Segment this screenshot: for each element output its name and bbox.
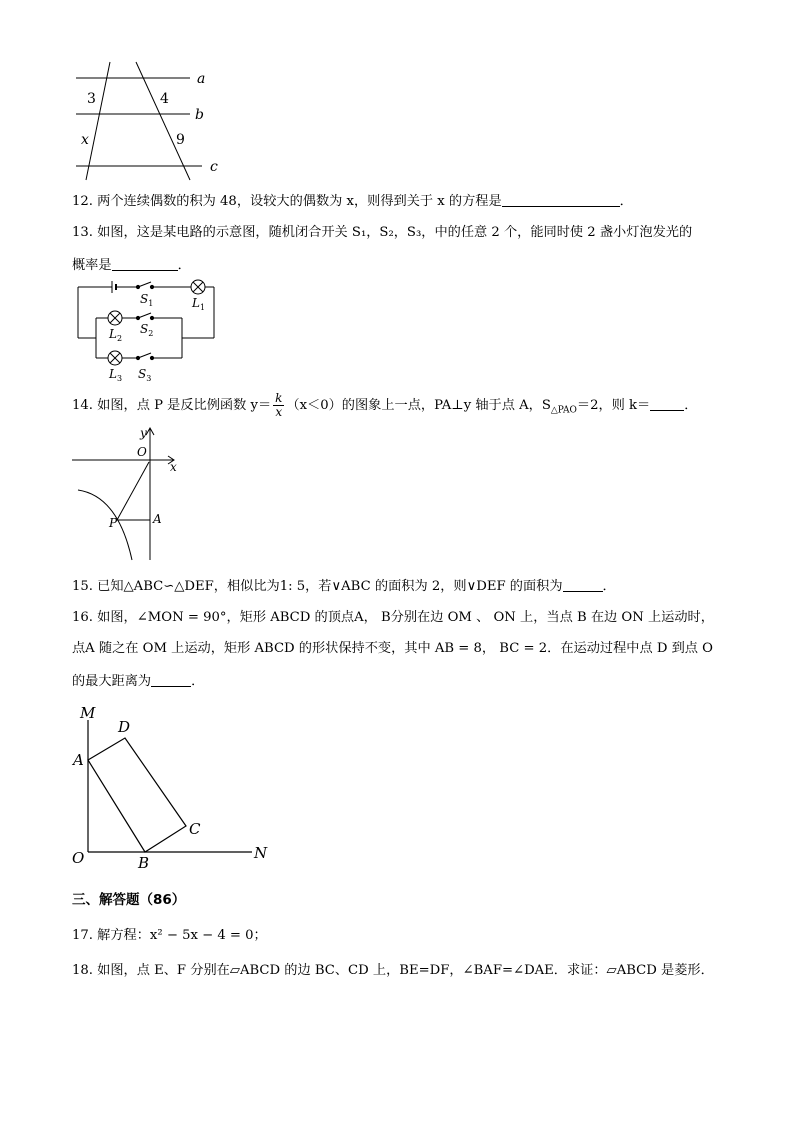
q16-answer-blank[interactable] — [151, 673, 191, 687]
question-13-line2 — [72, 257, 191, 274]
question-15 — [72, 578, 616, 595]
hyperbola-curve — [78, 490, 132, 560]
q12-end: ． — [619, 194, 633, 209]
section-3-title: 三、解答题（86） — [72, 892, 186, 908]
label-L2: $L_2$ — [109, 327, 123, 343]
question-16-line2: 点A 随之在 OM 上运动，矩形 ABCD 的形状保持不变，其中 AB = 8， BC = 2．在运动过程中点 D 到点 O — [72, 641, 713, 656]
q13-answer-blank[interactable] — [112, 257, 178, 271]
question-17: 17. 解方程：x² − 5x − 4 = 0； — [72, 928, 267, 943]
q16-end: ． — [191, 674, 205, 689]
q14-frac-den: x — [275, 405, 283, 419]
label-L3: $L_3$ — [109, 367, 123, 383]
transversal-left — [86, 62, 110, 180]
q14-suffix: （x＜0）的图象上一点，PA⊥y 轴于点 A，S — [286, 398, 551, 413]
q12-answer-blank[interactable] — [502, 193, 620, 207]
q16-line3-text: 的最大距离为 — [72, 674, 152, 689]
label-4: 4 — [160, 91, 169, 107]
label-B: B — [138, 854, 150, 872]
q14-frac-num: k — [275, 391, 283, 405]
label-O: O — [137, 445, 147, 459]
label-M: M — [80, 704, 96, 722]
hyperbola-figure — [70, 426, 190, 564]
label-9: 9 — [176, 132, 185, 148]
label-S1: $S_1$ — [140, 292, 154, 308]
label-y: y — [140, 426, 147, 440]
q13-line2-text: 概率是 — [72, 258, 112, 273]
q14-answer-blank[interactable] — [650, 397, 684, 411]
rectangle-ABCD — [88, 738, 186, 852]
label-a: a — [197, 71, 206, 87]
q14-suffix2: ＝2，则 k＝ — [576, 398, 651, 413]
q15-answer-blank[interactable] — [563, 578, 603, 592]
label-D: D — [118, 718, 131, 736]
q14-fraction — [273, 392, 284, 419]
question-12 — [72, 193, 633, 210]
label-N: N — [254, 844, 268, 862]
q14-subscript: △PAO — [550, 405, 577, 416]
q14-prefix: 14. 如图，点 P 是反比例函数 y＝ — [72, 398, 272, 413]
question-13-line1: 13. 如图，这是某电路的示意图，随机闭合开关 S₁，S₂，S₃，中的任意 2 个，能同时使 2 盏小灯泡发光的 — [72, 225, 693, 240]
q15-end: ． — [602, 579, 616, 594]
label-x: x — [81, 132, 89, 148]
q13-end: ． — [177, 258, 191, 273]
question-16-line3 — [72, 673, 204, 690]
label-A: A — [73, 751, 84, 769]
label-O: O — [72, 849, 85, 867]
question-16-line1: 16. 如图，∠MON = 90°，矩形 ABCD 的顶点A， B分别在边 OM 、 ON 上，当点 B 在边 ON 上运动时， — [72, 610, 714, 625]
rectangle-figure — [66, 700, 276, 878]
label-L1: $L_1$ — [192, 296, 206, 312]
parallel-lines-figure — [70, 58, 230, 183]
transversal-right — [136, 62, 190, 180]
question-14 — [72, 392, 697, 425]
label-C: C — [189, 820, 201, 838]
q12-text: 12. 两个连续偶数的积为 48，设较大的偶数为 x，则得到关于 x 的方程是 — [72, 194, 502, 209]
label-S3: $S_3$ — [138, 367, 152, 383]
circuit-diagram — [74, 278, 219, 386]
label-c: c — [210, 159, 218, 175]
label-P: P — [109, 516, 118, 530]
question-18: 18. 如图，点 E、F 分别在▱ABCD 的边 BC、CD 上，BE=DF，∠BAF=∠DAE．求证：▱ABCD 是菱形． — [72, 963, 714, 978]
label-3: 3 — [87, 91, 96, 107]
label-b: b — [195, 107, 204, 123]
label-x: x — [170, 460, 177, 474]
q15-text: 15. 已知△ABC∽△DEF，相似比为1: 5，若∨ABC 的面积为 2，则∨DEF 的面积为 — [72, 579, 563, 594]
segment-PO — [117, 462, 149, 520]
q14-end: ． — [684, 398, 698, 413]
label-S2: $S_2$ — [140, 322, 154, 338]
label-A: A — [153, 512, 162, 526]
